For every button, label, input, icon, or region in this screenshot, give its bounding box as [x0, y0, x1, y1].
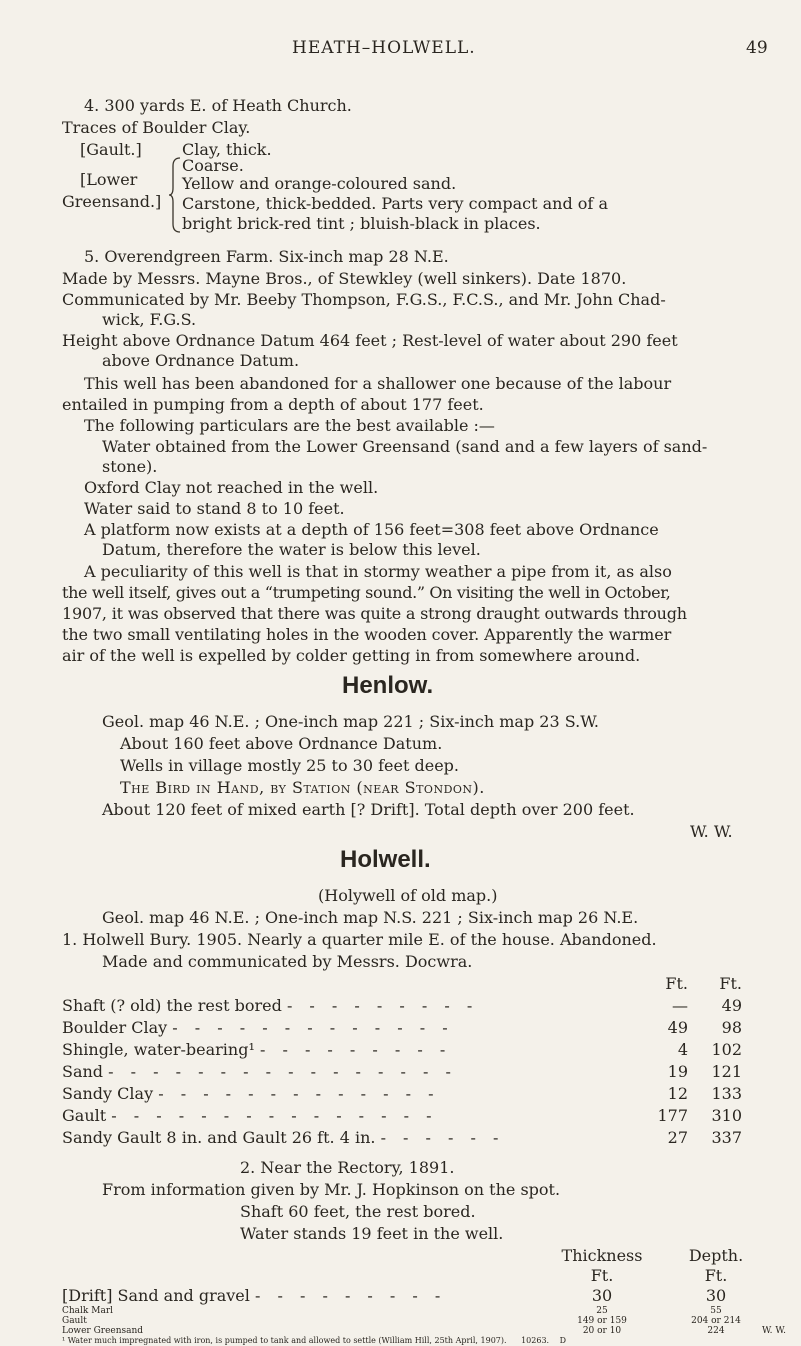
page-number: 49: [746, 38, 768, 58]
thickness-cell: 25: [596, 1306, 608, 1316]
lower-item-1: Coarse.: [182, 156, 244, 175]
henlow-line: About 120 feet of mixed earth [? Drift]. Total depth over 200 feet.: [102, 800, 635, 819]
depth-cell: 337: [711, 1128, 742, 1147]
section-4-heading: 4. 300 yards E. of Heath Church.: [84, 96, 352, 115]
table-row: [62, 1040, 742, 1060]
gault-label: [Gault.]: [80, 140, 142, 159]
stratum-label: Sandy Clay - - - - - - - - - - - - -: [62, 1084, 440, 1103]
henlow-line: About 160 feet above Ordnance Datum.: [120, 734, 443, 753]
stratum-label: Sand - - - - - - - - - - - - - - - -: [62, 1062, 457, 1081]
stratum-label: Sandy Gault 8 in. and Gault 26 ft. 4 in. - - - - - -: [62, 1128, 505, 1147]
lower-item-4: bright brick-red tint ; bluish-black in places.: [182, 214, 541, 233]
depth-cell: 224: [707, 1326, 725, 1336]
table-2-continued: [0, 1306, 801, 1346]
stratum-label: Shingle, water-bearing¹ - - - - - - - - -: [62, 1040, 452, 1059]
thickness-cell: 27: [667, 1128, 688, 1147]
thickness-cell: 49: [667, 1018, 688, 1037]
depth-cell: 98: [721, 1018, 742, 1037]
column-unit: Ft.: [590, 1266, 614, 1285]
henlow-signature: W. W.: [690, 822, 733, 841]
table-2-header: [62, 1246, 744, 1266]
holwell-item-2-title: 2. Near the Rectory, 1891.: [240, 1158, 455, 1177]
section-5-heading: 5. Overendgreen Farm. Six-inch map 28 N.E.: [84, 247, 449, 266]
gault-description: Clay, thick.: [182, 140, 272, 159]
paragraph-line: Water obtained from the Lower Greensand (sand and a few layers of sand-: [102, 437, 708, 456]
stratum-label: [Drift] Sand and gravel - - - - - - - - -: [62, 1286, 447, 1305]
thickness-cell: 19: [667, 1062, 688, 1081]
henlow-line: The Bird in Hand, by Station (near Stondon).: [120, 778, 485, 797]
column-header: Thickness: [561, 1246, 643, 1265]
henlow-line: Geol. map 46 N.E. ; One-inch map 221 ; Six-inch map 23 S.W.: [102, 712, 599, 731]
table-row: [62, 1326, 786, 1336]
depth-cell: 204 or 214: [691, 1316, 741, 1326]
depth-cell: 121: [711, 1062, 742, 1081]
paragraph-line: entailed in pumping from a depth of about 177 feet.: [62, 395, 484, 414]
paragraph-line: air of the well is expelled by colder getting in from somewhere around.: [62, 646, 641, 665]
depth-cell: 133: [711, 1084, 742, 1103]
table-row: [62, 1316, 741, 1326]
running-title: HEATH–HOLWELL.: [292, 38, 476, 58]
curly-brace-icon: [168, 156, 182, 234]
paragraph-line: 1907, it was observed that there was quite a strong draught outwards through: [62, 604, 687, 623]
holwell-maps: Geol. map 46 N.E. ; One-inch map N.S. 221 ; Six-inch map 26 N.E.: [102, 908, 639, 927]
lower-item-2: Yellow and orange-coloured sand.: [182, 174, 457, 193]
stratum-label: Lower Greensand: [62, 1326, 144, 1336]
paragraph-line: stone).: [102, 457, 158, 476]
henlow-heading: Henlow.: [342, 672, 434, 699]
depth-cell: 49: [721, 996, 742, 1015]
item-2-line: Shaft 60 feet, the rest bored.: [240, 1202, 476, 1221]
signature-mark: D: [559, 1336, 567, 1345]
stratum-label: Boulder Clay - - - - - - - - - - - - -: [62, 1018, 454, 1037]
lower-item-3: Carstone, thick-bedded. Parts very compact and of a: [182, 194, 608, 213]
table-row: [62, 1106, 742, 1126]
table-row: [62, 1286, 737, 1306]
paragraph-line: above Ordnance Datum.: [102, 351, 300, 370]
item-2-line: From information given by Mr. J. Hopkinson on the spot.: [102, 1180, 561, 1199]
table-row: [62, 1128, 742, 1148]
paragraph-line: Oxford Clay not reached in the well.: [84, 478, 379, 497]
column-header: Ft.: [719, 974, 742, 993]
holwell-heading: Holwell.: [340, 846, 431, 873]
holwell-subheading: (Holywell of old map.): [318, 886, 498, 905]
thickness-cell: 30: [591, 1286, 613, 1305]
thickness-cell: —: [672, 996, 688, 1015]
column-header: Depth.: [688, 1246, 744, 1265]
paragraph-line: Made by Messrs. Mayne Bros., of Stewkley (well sinkers). Date 1870.: [62, 269, 627, 288]
depth-cell: 55: [710, 1306, 722, 1316]
table-1-header: [62, 974, 742, 994]
paragraph-line: A peculiarity of this well is that in stormy weather a pipe from it, as also: [84, 562, 672, 581]
thickness-cell: 4: [677, 1040, 688, 1059]
table-row: [62, 1018, 742, 1038]
stratum-label: Chalk Marl: [62, 1306, 114, 1316]
print-code: 10263.: [521, 1336, 550, 1345]
paragraph-line: This well has been abandoned for a shallower one because of the labour: [84, 374, 672, 393]
holwell-item-1-title: 1. Holwell Bury. 1905. Nearly a quarter mile E. of the house. Abandoned.: [62, 930, 657, 949]
table-row: [62, 1306, 737, 1316]
table-row: [62, 1084, 742, 1104]
paragraph-line: Communicated by Mr. Beeby Thompson, F.G.S., F.C.S., and Mr. John Chad-: [62, 290, 666, 309]
holwell-signature: W. W.: [762, 1326, 786, 1336]
traces-line: Traces of Boulder Clay.: [62, 118, 251, 137]
lower-greensand-label-2: Greensand.]: [62, 192, 162, 211]
henlow-line: Wells in village mostly 25 to 30 feet deep.: [120, 756, 459, 775]
thickness-cell: 20 or 10: [582, 1326, 622, 1336]
table-2-units: [62, 1266, 737, 1286]
thickness-cell: 149 or 159: [577, 1316, 627, 1326]
paragraph-line: the two small ventilating holes in the wooden cover. Apparently the warmer: [62, 625, 672, 644]
paragraph-line: The following particulars are the best available :—: [84, 416, 495, 435]
stratum-label: Shaft (? old) the rest bored - - - - - - - - -: [62, 996, 479, 1015]
column-unit: Ft.: [704, 1266, 728, 1285]
stratum-label: Gault - - - - - - - - - - - - - - -: [62, 1106, 438, 1125]
paragraph-line: Height above Ordnance Datum 464 feet ; Rest-level of water about 290 feet: [62, 331, 678, 350]
table-row: [62, 996, 742, 1016]
paragraph-line: the well itself, gives out a “trumpeting sound.” On visiting the well in October,: [62, 583, 671, 602]
holwell-item-1-by: Made and communicated by Messrs. Docwra.: [102, 952, 473, 971]
depth-cell: 30: [705, 1286, 727, 1305]
depth-cell: 310: [711, 1106, 742, 1125]
table-row: [62, 1062, 742, 1082]
thickness-cell: 12: [667, 1084, 688, 1103]
depth-cell: 102: [711, 1040, 742, 1059]
item-2-line: Water stands 19 feet in the well.: [240, 1224, 504, 1243]
paragraph-line: A platform now exists at a depth of 156 feet=308 feet above Ordnance: [84, 520, 659, 539]
column-header: Ft.: [665, 974, 688, 993]
stratum-label: Gault: [62, 1316, 87, 1326]
paragraph-line: wick, F.G.S.: [102, 310, 197, 329]
paragraph-line: Water said to stand 8 to 10 feet.: [84, 499, 345, 518]
lower-greensand-label-1: [Lower: [80, 170, 138, 189]
paragraph-line: Datum, therefore the water is below this level.: [102, 540, 481, 559]
footnote-line: ¹ Water much impregnated with iron, is pumped to tank and allowed to settle (William Hill, 25th April, 1907). 10263. D: [62, 1336, 567, 1345]
thickness-cell: 177: [657, 1106, 688, 1125]
